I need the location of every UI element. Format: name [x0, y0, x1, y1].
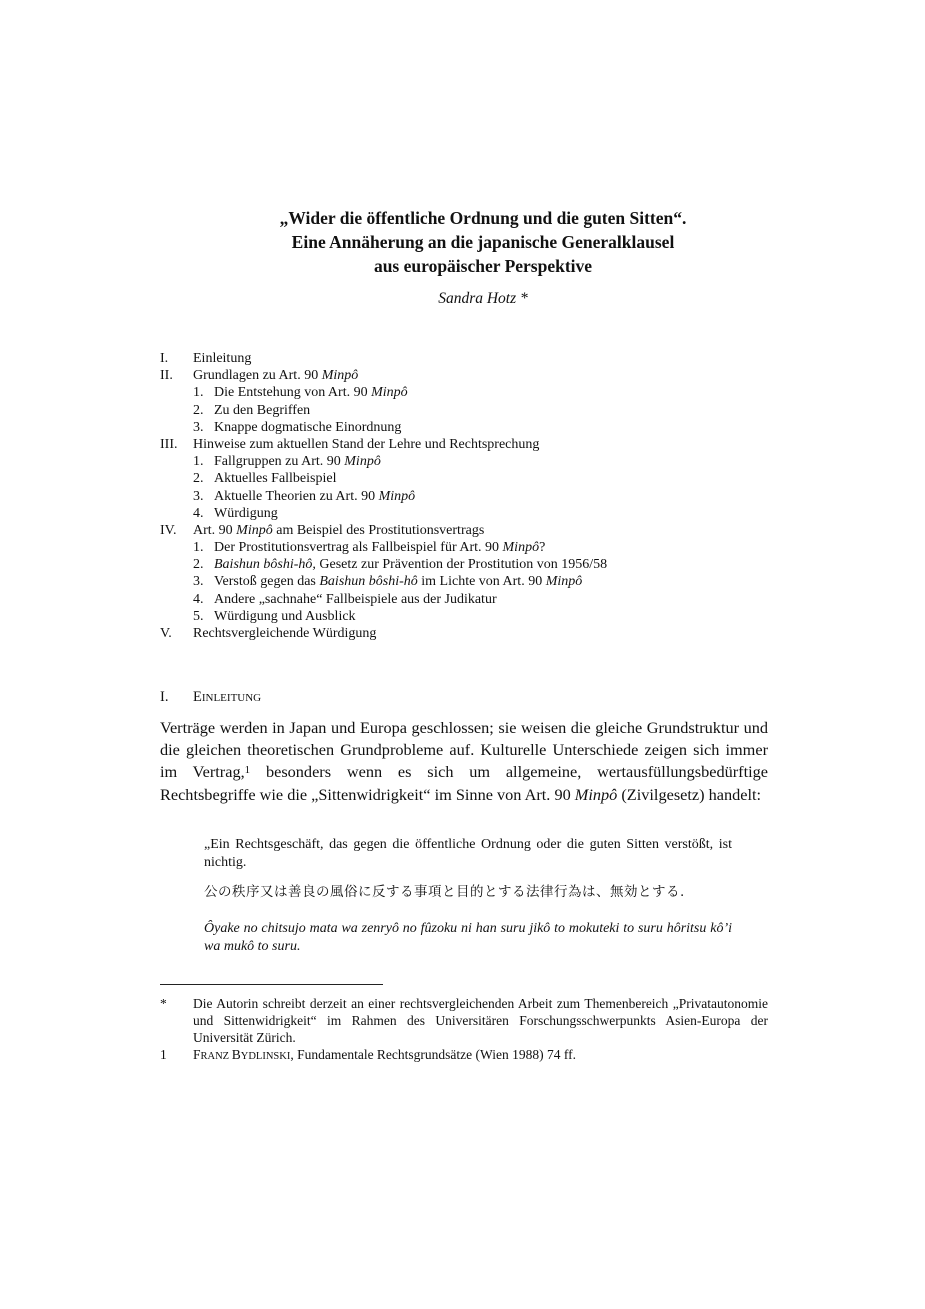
toc-label: Würdigung und Ausblick [214, 608, 356, 624]
quote-german: „Ein Rechtsgeschäft, das gegen die öffentliche Ordnung oder die guten Sitten verstößt, ist nichtig. [204, 837, 732, 871]
toc-label: Baishun bôshi-hô, Gesetz zur Prävention der Prostitution von 1956/58 [214, 557, 608, 573]
toc-label: Verstoß gegen das Baishun bôshi-hô im Lichte von Art. 90 Minpô [214, 574, 583, 590]
toc-label: Andere „sachnahe“ Fallbeispiele aus der Judikatur [214, 591, 497, 607]
toc-item-2-2 [160, 402, 780, 419]
toc-label: Hinweise zum aktuellen Stand der Lehre und Rechtsprechung [193, 436, 540, 452]
toc-label: Rechtsvergleichende Würdigung [193, 626, 377, 641]
quote-japanese: 公の秩序又は善良の風俗に反する事項と目的とする法律行為は、無効とする. [204, 884, 685, 900]
toc-item-4-5 [160, 608, 780, 625]
toc-item-3 [160, 436, 780, 453]
toc-label: Knappe dogmatische Einordnung [214, 419, 402, 435]
toc-number: 2. [193, 557, 204, 573]
toc-item-3-2 [160, 470, 780, 487]
toc-number: V. [160, 626, 172, 641]
section-number: I. [160, 689, 169, 705]
toc-number: 1. [193, 385, 204, 401]
author-name: Sandra Hotz * [438, 290, 528, 307]
toc-item-3-1 [160, 453, 780, 470]
toc-item-1 [160, 350, 780, 367]
footnote-star [160, 995, 768, 1046]
toc-item-5 [160, 625, 780, 642]
toc-number: 3. [193, 574, 204, 590]
toc-label: Aktuelle Theorien zu Art. 90 Minpô [214, 488, 416, 504]
toc-number: 3. [193, 419, 204, 435]
toc-number: 1. [193, 454, 204, 470]
toc-item-2-1 [160, 384, 780, 401]
toc-number: 2. [193, 402, 204, 418]
toc-number: 2. [193, 471, 204, 487]
toc-number: 1. [193, 540, 204, 556]
section-heading [160, 689, 261, 706]
title-line-2: Eine Annäherung an die japanische Generalklausel [291, 232, 675, 252]
toc-number: III. [160, 436, 178, 452]
footnote-text: Die Autorin schreibt derzeit an einer rechtsvergleichenden Arbeit zum Themenbereich „Privatautonomie und Sittenwidrigkeit“ im Rahmen des Universitären Forschungsschwerpunkts Asien-Europa der Universität Zürich. [193, 996, 768, 1045]
toc-number: II. [160, 368, 173, 384]
table-of-contents [160, 350, 780, 642]
paper-title [160, 206, 806, 278]
toc-label: Art. 90 Minpô am Beispiel des Prostitutionsvertrags [193, 522, 485, 538]
toc-label: Würdigung [214, 505, 278, 521]
toc-item-3-3 [160, 488, 780, 505]
footnote-mark: * [160, 996, 167, 1011]
toc-item-4 [160, 522, 780, 539]
title-line-3: aus europäischer Perspektive [373, 256, 593, 276]
toc-label: Aktuelles Fallbeispiel [214, 471, 337, 487]
toc-label: Grundlagen zu Art. 90 Minpô [193, 368, 359, 384]
quote-romanized: Ôyake no chitsujo mata wa zenryô no fûzoku ni han suru jikô to mokuteki to suru hôritsu kô’i wa mukô to suru. [204, 921, 732, 955]
footnote-mark: 1 [160, 1047, 167, 1062]
toc-number: 4. [193, 505, 204, 521]
section-title: EINLEITUNG [193, 689, 262, 705]
toc-label: Der Prostitutionsvertrag als Fallbeispiel für Art. 90 Minpô? [214, 540, 546, 556]
toc-number: 3. [193, 488, 204, 504]
footnote-divider [160, 984, 383, 985]
toc-label: Die Entstehung von Art. 90 Minpô [214, 385, 408, 401]
toc-item-4-4 [160, 591, 780, 608]
toc-label: Zu den Begriffen [214, 402, 311, 418]
footnotes [160, 995, 768, 1065]
toc-label: Einleitung [193, 351, 252, 366]
toc-item-2 [160, 367, 780, 384]
title-line-1: „Wider die öffentliche Ordnung und die guten Sitten“. [279, 208, 687, 228]
toc-item-4-1 [160, 539, 780, 556]
toc-number: 4. [193, 591, 204, 607]
footnote-1 [160, 1046, 768, 1065]
footnote-text: FRANZ BYDLINSKI, Fundamentale Rechtsgrundsätze (Wien 1988) 74 ff. [193, 1047, 576, 1062]
toc-label: Fallgruppen zu Art. 90 Minpô [214, 454, 381, 470]
toc-number: 5. [193, 608, 204, 624]
footnote-reference: 1 [244, 764, 251, 777]
toc-item-4-2 [160, 556, 780, 573]
toc-number: IV. [160, 522, 177, 538]
toc-item-3-4 [160, 505, 780, 522]
body-paragraph: Verträge werden in Japan und Europa geschlossen; sie weisen die gleiche Grundstruktur und die gleichen theoretischen Grundprobleme auf. Kulturelle Unterschiede zeigen sich immer im Vertrag,$^1$ besonders wenn es sich um allgemeine, wertausfüllungsbedürftige Rechtsbegriffe wie die „Sittenwidrigkeit“ im Sinne von Art. 90 Minpô (Zivilgesetz) handelt: [160, 718, 769, 804]
toc-item-4-3 [160, 573, 780, 590]
toc-item-2-3 [160, 419, 780, 436]
toc-number: I. [160, 351, 169, 366]
